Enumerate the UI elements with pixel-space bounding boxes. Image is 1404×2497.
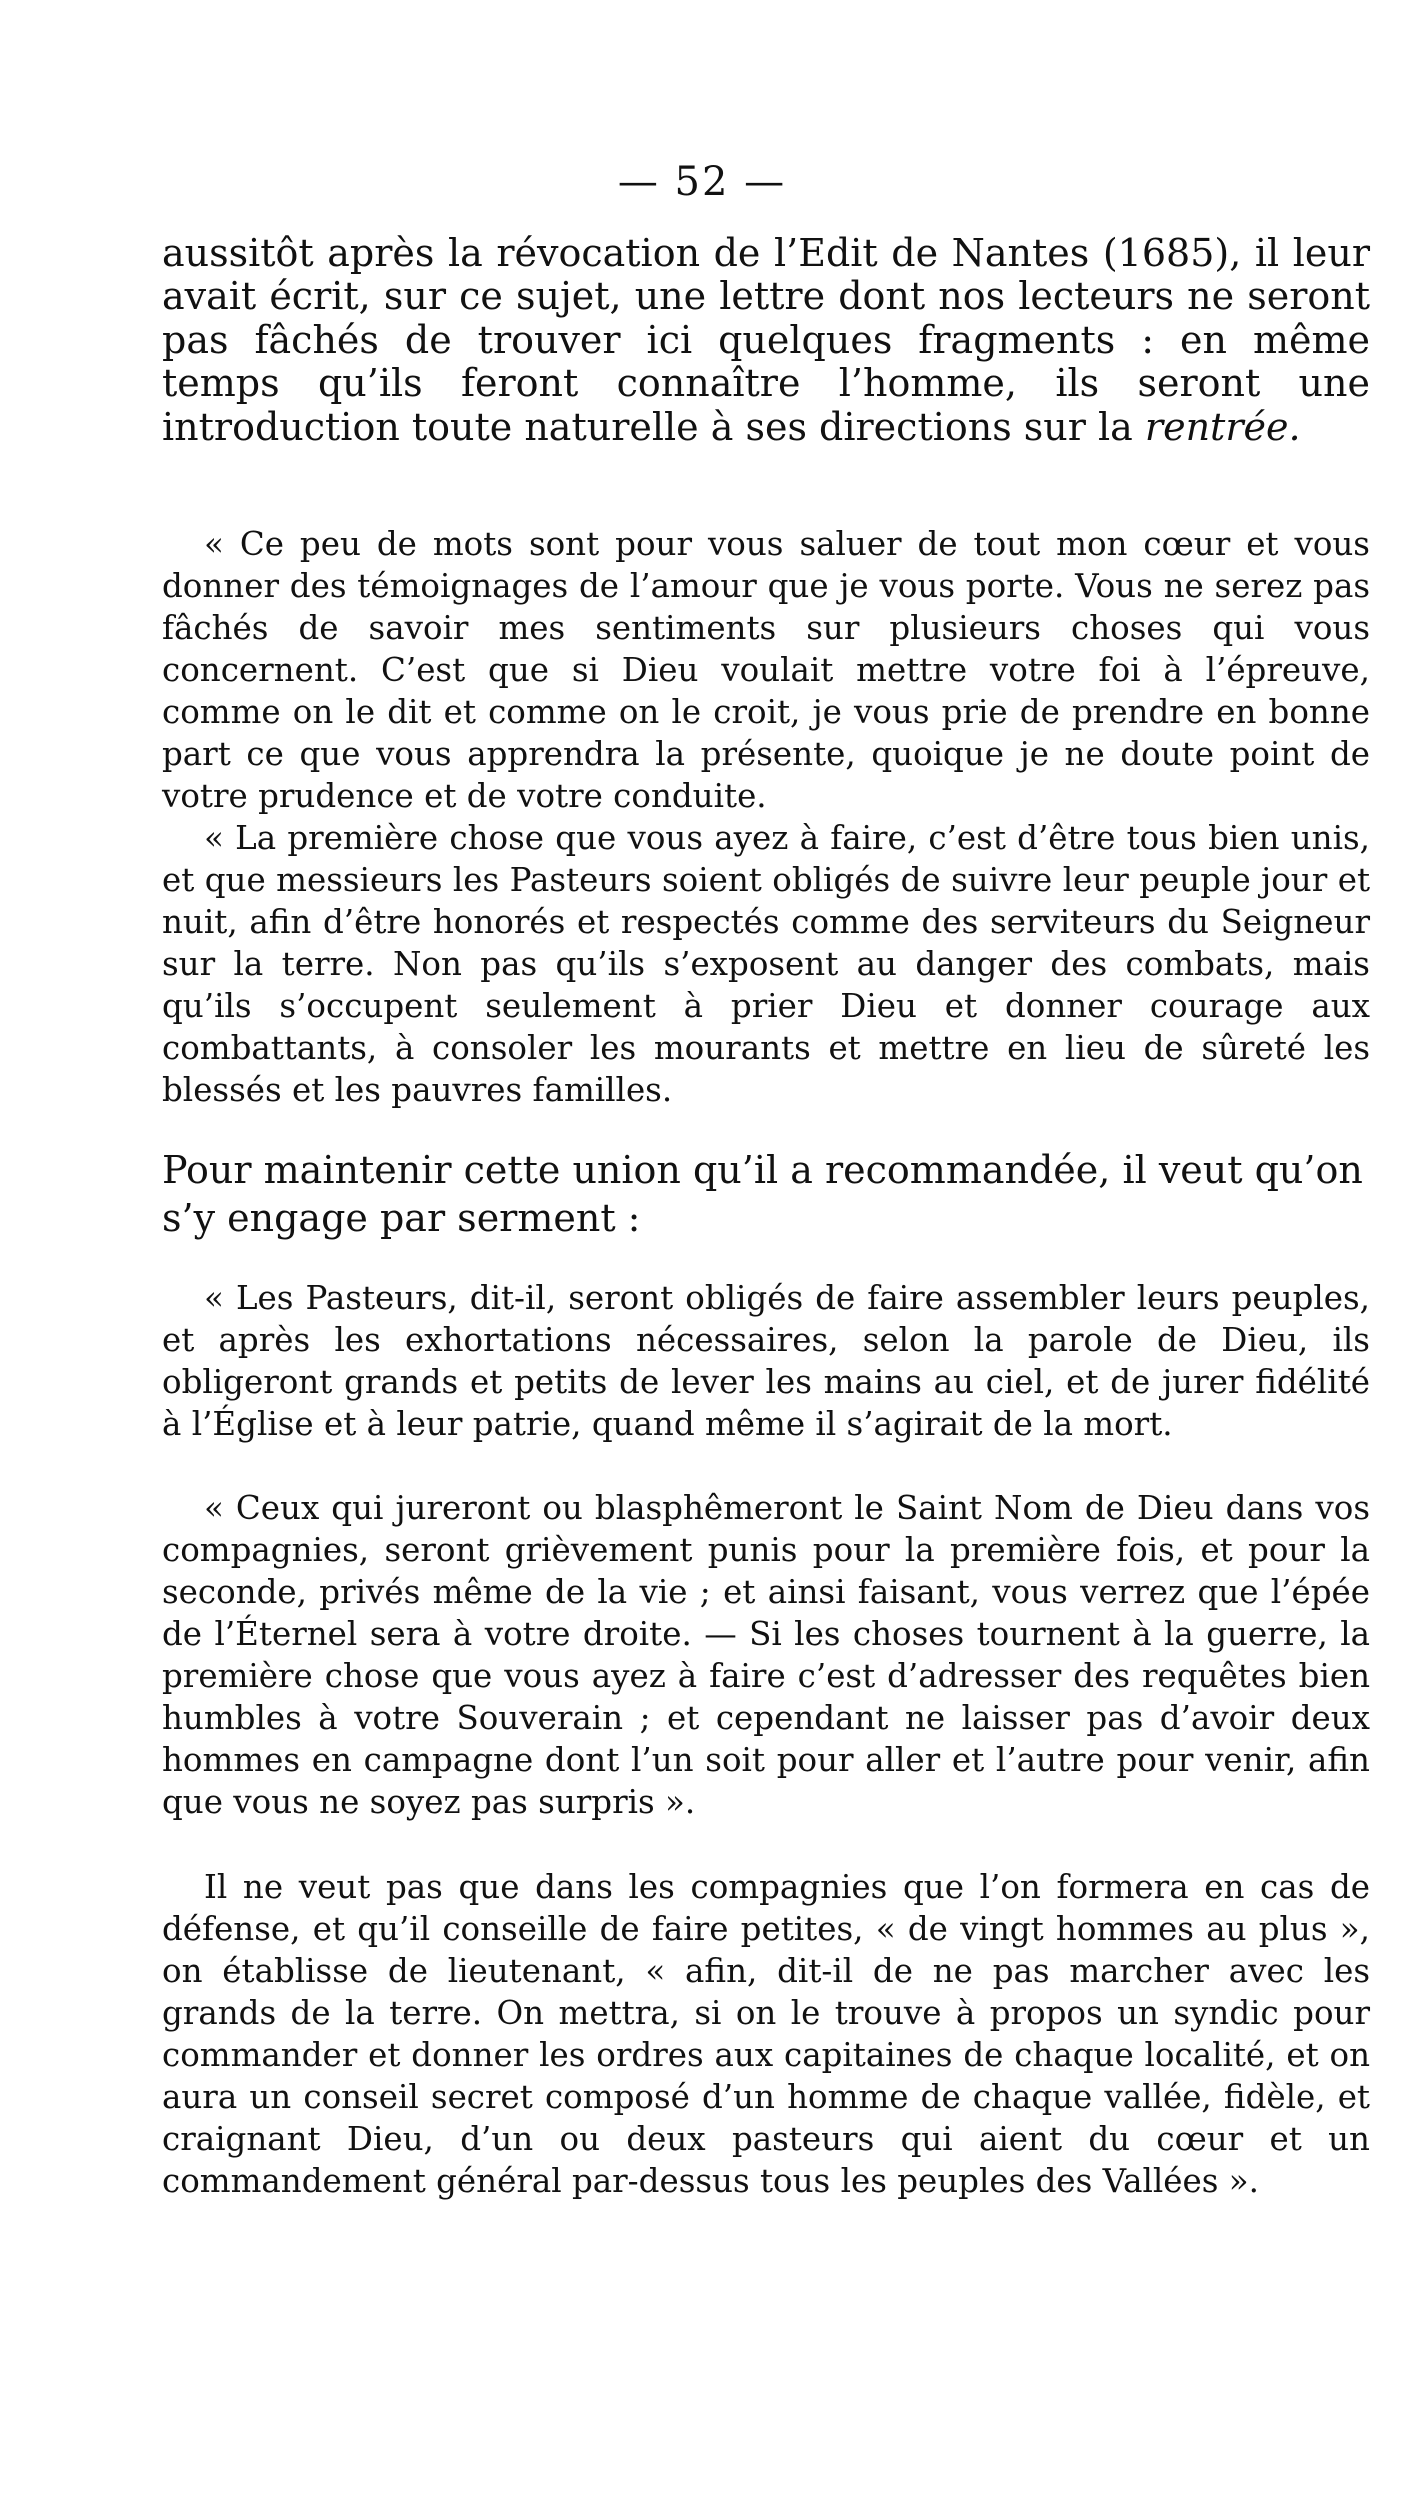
quote-paragraph-1: « Ce peu de mots sont pour vous saluer de tout mon cœur et vous donner des témoignages de l’amour que je vous porte. Vous ne serez pas fâchés de savoir mes sentiments sur plusieurs choses qui vous concernent. C’est que si Dieu voulait mettre votre foi à l’épreuve, comme on le dit et comme on le croit, je vous prie de prendre en bonne part ce que vous apprendra la présente, quoique je ne doute point de votre prudence et de votre conduite. bbox=[162, 525, 1370, 815]
quote-paragraph-4: « Ceux qui jureront ou blasphêmeront le Saint Nom de Dieu dans vos compagnies, seront grièvement punis pour la première fois, et pour la seconde, privés même de la vie ; et ainsi faisant, vous verrez que l’épée de l’Éternel sera à votre droite. — Si les choses tournent à la guerre, la première chose que vous ayez à faire c’est d’adresser des requêtes bien humbles à votre Souverain ; et cependant ne laisser pas d’avoir deux hommes en campagne dont l’un soit pour aller et l’autre pour venir, afin que vous ne soyez pas surpris ». bbox=[162, 1489, 1370, 1821]
final-paragraph: Il ne veut pas que dans les compagnies que l’on formera en cas de défense, et qu’il conseille de faire petites, « de vingt hommes au plus », on établisse de lieutenant, « afin, dit-il de ne pas marcher avec les grands de la terre. On mettra, si on le trouve à propos un syndic pour commander et donner les ordres aux capitaines de chaque localité, et on aura un conseil secret composé d’un homme de chaque vallée, fidèle, et craignant Dieu, d’un ou deux pasteurs qui aient du cœur et un commandement général par-dessus tous les peuples des Vallées ». bbox=[162, 1868, 1370, 2200]
union-paragraph: Pour maintenir cette union qu’il a recommandée, il veut qu’on s’y engage par serment : bbox=[162, 1148, 1363, 1240]
intro-italic-word: rentrée. bbox=[1144, 404, 1301, 449]
intro-paragraph bbox=[162, 232, 1370, 449]
quote-paragraph-2: « La première chose que vous ayez à faire, c’est d’être tous bien unis, et que messieurs les Pasteurs soient obligés de suivre leur peuple jour et nuit, afin d’être honorés et respectés comme des serviteurs du Seigneur sur la terre. Non pas qu’ils s’exposent au danger des combats, mais qu’ils s’occupent seulement à prier Dieu et donner courage aux combattants, à consoler les mourants et mettre en lieu de sûreté les blessés et les pauvres familles. bbox=[162, 819, 1370, 1109]
page-number: — 52 — bbox=[617, 159, 787, 205]
intro-text: aussitôt après la révocation de l’Edit de Nantes (1685), il leur avait écrit, sur ce sujet, une lettre dont nos lecteurs ne seront pas fâchés de trouver ici quelques fragments : en même temps qu’ils feront connaître l’homme, ils seront une introduction toute naturelle à ses directions sur la bbox=[162, 231, 1370, 449]
quote-paragraph-3: « Les Pasteurs, dit-il, seront obligés de faire assembler leurs peuples, et après les exhortations nécessaires, selon la parole de Dieu, ils obligeront grands et petits de lever les mains au ciel, et de jurer fidélité à l’Église et à leur patrie, quand même il s’agirait de la mort. bbox=[162, 1279, 1370, 1443]
